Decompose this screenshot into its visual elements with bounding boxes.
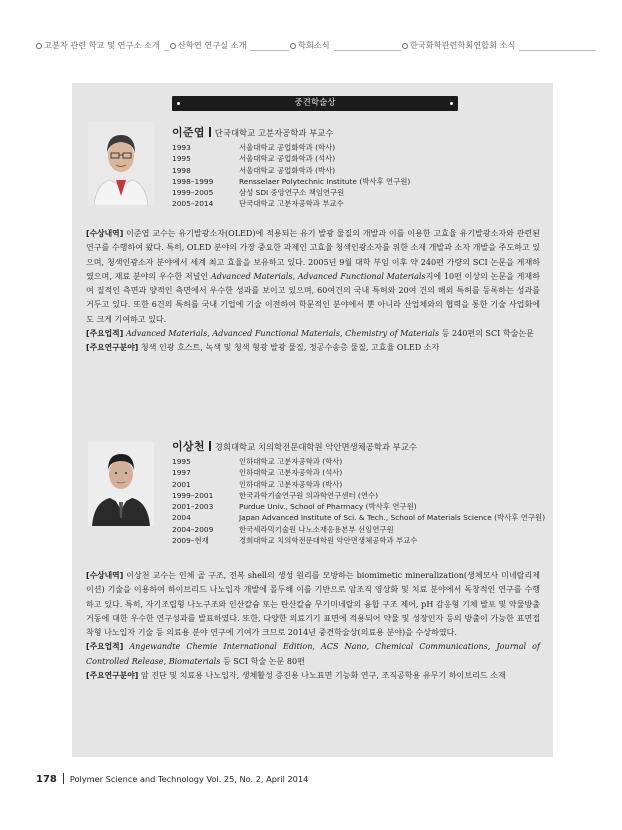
person-2-affiliation: 경희대학교 치의학전문대학원 악안면생체공학과 부교수	[214, 442, 417, 452]
circle-bullet-icon	[36, 43, 42, 49]
circle-bullet-icon	[290, 43, 296, 49]
person-1-history	[172, 142, 410, 210]
works-paragraph: [주요업적] Angewandte Chemie International Edition, ACS Nano, Chemical Communications, Journal of Controlled Release, Biomaterials 등 SCI 학술 논문 80편	[86, 642, 540, 666]
person-2-description	[86, 569, 540, 683]
history-row: 1995 인하대학교 고분자공학과 (학사)	[172, 457, 343, 466]
history-row: 2004–2009 한국세라믹기술원 나노소재응용본부 선임연구원	[172, 524, 394, 534]
works-paragraph: [주요업적] Advanced Materials, Advanced Functional Materials, Chemistry of Materials 등 240편의 SCI 학술논문	[86, 329, 534, 339]
nav-item-news[interactable]: 학회소식	[290, 40, 334, 51]
dot-icon	[177, 102, 180, 105]
portrait-photo-1	[88, 122, 154, 206]
history-row: 2001–2003 Purdue Univ., School of Pharmacy (박사후 연구원)	[172, 502, 417, 512]
divider	[209, 441, 211, 451]
award-panel	[72, 83, 553, 757]
dot-icon	[450, 102, 453, 105]
person-2-history	[172, 456, 545, 546]
history-row: 1993 서울대학교 공업화학과 (학사)	[172, 143, 336, 152]
history-row: 2004 Japan Advanced Institute of Sci. & Tech., School of Materials Science (박사후 연구원)	[172, 513, 546, 523]
history-row: 1999–2005 삼성 SDI 중앙연구소 책임연구원	[172, 188, 345, 198]
person-1-description	[86, 227, 540, 356]
circle-bullet-icon	[170, 43, 176, 49]
person-2-header	[172, 438, 417, 454]
footer-divider	[63, 773, 64, 784]
person-2-name: 이상천	[172, 440, 205, 453]
history-row: 2005–2014 단국대학교 고분자공학과 부교수	[172, 199, 344, 209]
section-title-banner	[172, 96, 458, 111]
journal-citation: Polymer Science and Technology Vol. 25, No. 2, April 2014	[69, 774, 309, 784]
nav-item-labs[interactable]: 산학연 연구실 소개	[170, 40, 250, 51]
circle-bullet-icon	[402, 43, 408, 49]
history-row: 1997 인하대학교 고분자공학과 (석사)	[172, 468, 343, 478]
award-paragraph: [수상내역] 이상천 교수는 인체 골 구조, 전복 shell의 생성 원리를 모방하는 biomimetic mineralization(생체모사 미네랄리제이션) 기술을 이용하여 하이브리드 나노입자 개발에 몰두해 이를 기반으로 암조직 영상화 및 치료 분야에서 독창적인 연구를 수행하고 있다. 특히, 자기조립형 나노구조와 인산칼슘 또는 탄산칼슘 무기미네랄의 융합 구조 제어, pH 감응형 기체 발포 및 약물방출 거동에 대한 우수한 연구성과를 발표하였다. 또한, 다양한 의료기기 표면에 적용되어 약물 및 성장인자 등의 방출이 가능한 표면접착형 나노입자 기술 등 의료용 분야 연구에 기여가 크므로 2014년 중견학술상(의료용 분야)을 수상하였다.	[86, 571, 540, 638]
portrait-icon	[88, 122, 154, 206]
research-paragraph: [주요연구분야] 청색 인광 호스트, 녹색 및 청색 형광 발광 물질, 정공수송층 물질, 고효율 OLED 소자	[86, 343, 440, 353]
top-navigation	[36, 40, 596, 54]
nav-item-federation[interactable]: 한국화학관련학회연합회 소식	[402, 40, 519, 51]
portrait-icon	[88, 442, 154, 526]
history-row: 2001 인하대학교 고분자공학과 (박사)	[172, 479, 343, 489]
history-row: 1995 서울대학교 공업화학과 (석사)	[172, 154, 336, 164]
research-paragraph: [주요연구분야] 암 진단 및 치료용 나노입자, 생체활성 증진용 나노표면 기능화 연구, 조직공학용 유무기 하이브리드 소재	[86, 671, 506, 681]
award-paragraph: [수상내역] 이준엽 교수는 유기발광소자(OLED)에 적용되는 유기 발광 물질의 개발과 이를 이용한 고효율 유기발광소자와 관련된 연구를 수행하여 왔다. 특히, OLED 분야의 가장 중요한 과제인 고효율 청색인광소자를 위한 소재 개발과 소자 개발을 주도하고 있으며, 청색인광소자 분야에서 세계 최고 효율을 보유하고 있다. 2005년 9월 대학 부임 이후 약 240편 가량의 SCI 논문을 게재하였으며, 재료 분야의 우수한 저널인 Advanced Materials, Advanced Functional Materials지에 10편 이상의 논문을 게재하여 질적인 측면과 양적인 측면에서 우수한 성과를 보이고 있으며, 60여건의 국내 특허와 20여 건의 해외 특허를 등록하는 성과를 거두고 있다. 또한 6건의 특허를 국내 기업에 기술 이전하여 학문적인 분야에서 뿐 아니라 산업체와의 협력을 통한 기술 사업화에도 크게 기여하고 있다.	[86, 229, 540, 324]
history-row: 1998 서울대학교 공업화학과 (박사)	[172, 165, 336, 175]
divider	[209, 127, 211, 137]
portrait-photo-2	[88, 442, 154, 526]
person-1-affiliation: 단국대학교 고분자공학과 부교수	[214, 128, 334, 138]
person-1-name: 이준엽	[172, 126, 205, 139]
nav-item-schools[interactable]: 고분자 관련 학교 및 연구소 소개	[36, 40, 164, 51]
history-row: 1999–2001 한국과학기술연구원 의과학연구센터 (연수)	[172, 490, 378, 500]
page-footer	[36, 773, 308, 785]
section-title: 중견학술상	[294, 98, 336, 108]
history-row: 1998–1999 Rensselaer Polytechnic Institute (박사후 연구원)	[172, 176, 411, 186]
person-1-header	[172, 124, 333, 140]
page-number: 178	[36, 774, 57, 785]
history-row: 2009–현재 경희대학교 치의학전문대학원 악안면생체공학과 부교수	[172, 536, 418, 546]
